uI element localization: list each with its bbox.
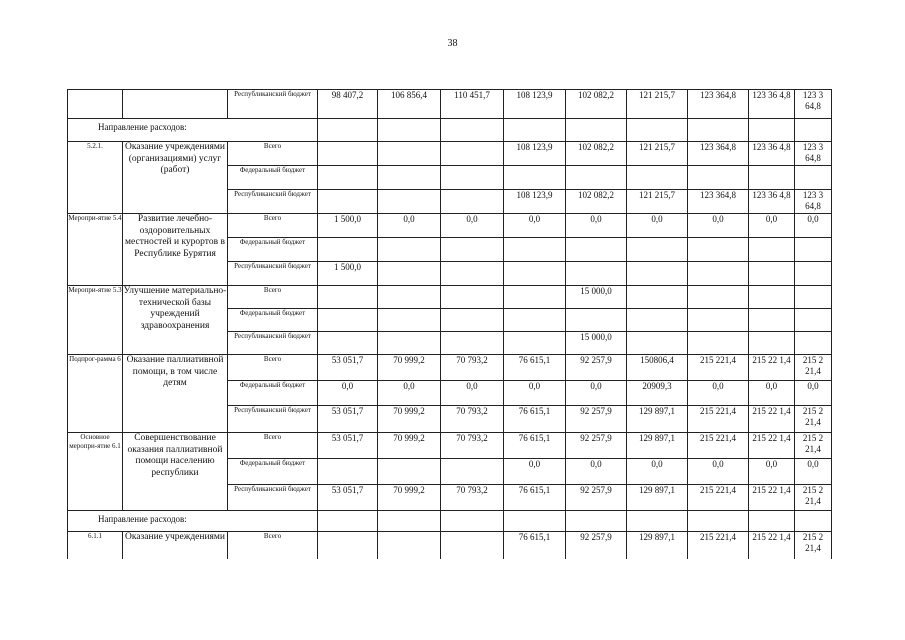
value-cell: [378, 286, 441, 309]
funding-source-cell: Республиканский бюджет: [228, 190, 318, 214]
table-row: [68, 90, 832, 119]
budget-table: [67, 89, 832, 559]
value-cell: [318, 532, 378, 559]
funding-source-cell: Всего: [228, 286, 318, 309]
value-cell: [627, 511, 688, 532]
value-cell: [795, 238, 832, 262]
value-cell: 70 999,2: [378, 355, 441, 381]
funding-source-cell: Всего: [228, 142, 318, 166]
value-cell: 123 36 4,8: [749, 142, 795, 166]
value-cell: 215 2 21,4: [795, 485, 832, 511]
value-cell: [566, 511, 627, 532]
value-cell: 0,0: [749, 214, 795, 238]
value-cell: 0,0: [441, 214, 504, 238]
value-cell: [749, 286, 795, 309]
funding-source-cell: Федеральный бюджет: [228, 166, 318, 190]
value-cell: [795, 166, 832, 190]
value-cell: 215 22 1,4: [749, 433, 795, 459]
funding-source-cell: Всего: [228, 433, 318, 459]
value-cell: 70 793,2: [441, 433, 504, 459]
direction-header-cell: [68, 119, 318, 142]
table-row: [68, 286, 832, 309]
value-cell: 0,0: [749, 381, 795, 406]
value-cell: [627, 286, 688, 309]
value-cell: 123 36 4,8: [749, 190, 795, 214]
value-cell: [688, 511, 749, 532]
value-cell: 76 615,1: [504, 433, 566, 459]
value-cell: [504, 262, 566, 286]
funding-source-cell: Всего: [228, 214, 318, 238]
value-cell: 108 123,9: [504, 190, 566, 214]
value-cell: 129 897,1: [627, 433, 688, 459]
value-cell: 1 500,0: [318, 214, 378, 238]
value-cell: [504, 166, 566, 190]
value-cell: [318, 238, 378, 262]
value-cell: 70 793,2: [441, 355, 504, 381]
value-cell: 0,0: [688, 459, 749, 485]
value-cell: [795, 286, 832, 309]
value-cell: 76 615,1: [504, 355, 566, 381]
value-cell: 215 22 1,4: [749, 485, 795, 511]
value-cell: [378, 142, 441, 166]
value-cell: 98 407,2: [318, 90, 378, 119]
value-cell: [318, 511, 378, 532]
value-cell: [441, 166, 504, 190]
value-cell: 215 2 21,4: [795, 355, 832, 381]
value-cell: 70 793,2: [441, 485, 504, 511]
value-cell: [504, 286, 566, 309]
value-cell: [688, 309, 749, 332]
value-cell: 0,0: [688, 381, 749, 406]
value-cell: 0,0: [627, 459, 688, 485]
value-cell: 70 999,2: [378, 406, 441, 433]
item-code-cell: [68, 90, 123, 119]
value-cell: [378, 532, 441, 559]
item-code-cell: Меропри-ятие 5.4: [68, 214, 123, 286]
value-cell: [318, 286, 378, 309]
value-cell: [441, 332, 504, 355]
value-cell: [688, 238, 749, 262]
value-cell: 123 3 64,8: [795, 90, 832, 119]
value-cell: 0,0: [688, 214, 749, 238]
table-row: [68, 433, 832, 459]
value-cell: 53 051,7: [318, 355, 378, 381]
value-cell: 215 22 1,4: [749, 532, 795, 559]
value-cell: 0,0: [566, 459, 627, 485]
value-cell: 0,0: [566, 381, 627, 406]
value-cell: [749, 119, 795, 142]
item-name-cell: Оказание учреждениями: [123, 532, 228, 559]
value-cell: 20909,3: [627, 381, 688, 406]
value-cell: 215 2 21,4: [795, 532, 832, 559]
value-cell: [795, 309, 832, 332]
value-cell: [441, 190, 504, 214]
value-cell: [688, 119, 749, 142]
value-cell: [566, 262, 627, 286]
value-cell: [441, 238, 504, 262]
value-cell: [378, 190, 441, 214]
value-cell: [749, 166, 795, 190]
value-cell: [795, 119, 832, 142]
value-cell: [688, 166, 749, 190]
value-cell: 123 3 64,8: [795, 142, 832, 166]
value-cell: 121 215,7: [627, 142, 688, 166]
value-cell: 0,0: [378, 214, 441, 238]
value-cell: 215 221,4: [688, 355, 749, 381]
value-cell: 53 051,7: [318, 406, 378, 433]
direction-header-cell: [68, 511, 318, 532]
value-cell: [378, 459, 441, 485]
value-cell: 92 257,9: [566, 406, 627, 433]
value-cell: [504, 238, 566, 262]
value-cell: [318, 309, 378, 332]
table-row: [68, 532, 832, 559]
value-cell: 15 000,0: [566, 332, 627, 355]
value-cell: 110 451,7: [441, 90, 504, 119]
value-cell: [627, 332, 688, 355]
value-cell: [441, 309, 504, 332]
value-cell: [318, 190, 378, 214]
value-cell: [318, 142, 378, 166]
value-cell: 123 364,8: [688, 190, 749, 214]
table-row: [68, 214, 832, 238]
table-row: [68, 511, 832, 532]
item-name-cell: [123, 90, 228, 119]
value-cell: 70 999,2: [378, 485, 441, 511]
value-cell: 0,0: [504, 214, 566, 238]
direction-label: Направление расходов:: [98, 122, 187, 132]
value-cell: 0,0: [749, 459, 795, 485]
value-cell: 0,0: [504, 459, 566, 485]
value-cell: 92 257,9: [566, 532, 627, 559]
funding-source-cell: Всего: [228, 532, 318, 559]
value-cell: 53 051,7: [318, 485, 378, 511]
value-cell: [749, 332, 795, 355]
value-cell: 102 082,2: [566, 190, 627, 214]
value-cell: [441, 142, 504, 166]
value-cell: [749, 238, 795, 262]
value-cell: 76 615,1: [504, 406, 566, 433]
value-cell: 215 221,4: [688, 433, 749, 459]
value-cell: 102 082,2: [566, 142, 627, 166]
value-cell: 0,0: [318, 381, 378, 406]
item-name-cell: Совершенствование оказания паллиативной помощи населению республики: [123, 433, 228, 511]
value-cell: [566, 166, 627, 190]
item-code-cell: Меропри-ятие 5.3: [68, 286, 123, 355]
value-cell: [378, 309, 441, 332]
item-name-cell: Развитие лечебно-оздоровительных местностей и курортов в Республике Бурятия: [123, 214, 228, 286]
table-row: [68, 119, 832, 142]
value-cell: [441, 532, 504, 559]
value-cell: [504, 332, 566, 355]
value-cell: [441, 511, 504, 532]
value-cell: [566, 309, 627, 332]
item-code-cell: 5.2.1.: [68, 142, 123, 214]
table-row: [68, 142, 832, 166]
value-cell: [504, 119, 566, 142]
value-cell: [688, 262, 749, 286]
funding-source-cell: Республиканский бюджет: [228, 262, 318, 286]
item-code-cell: 6.1.1: [68, 532, 123, 559]
funding-source-cell: Федеральный бюджет: [228, 309, 318, 332]
value-cell: [378, 119, 441, 142]
value-cell: [378, 511, 441, 532]
value-cell: 123 3 64,8: [795, 190, 832, 214]
value-cell: 0,0: [795, 214, 832, 238]
value-cell: 123 36 4,8: [749, 90, 795, 119]
value-cell: [627, 119, 688, 142]
funding-source-cell: Республиканский бюджет: [228, 406, 318, 433]
value-cell: [749, 309, 795, 332]
value-cell: [627, 166, 688, 190]
value-cell: 102 082,2: [566, 90, 627, 119]
value-cell: 215 22 1,4: [749, 355, 795, 381]
value-cell: [378, 262, 441, 286]
value-cell: [378, 332, 441, 355]
value-cell: [749, 511, 795, 532]
funding-source-cell: Федеральный бюджет: [228, 238, 318, 262]
value-cell: 70 793,2: [441, 406, 504, 433]
value-cell: 53 051,7: [318, 433, 378, 459]
item-code-cell: Основное меропри-ятие 6.1: [68, 433, 123, 511]
value-cell: 0,0: [441, 381, 504, 406]
value-cell: [627, 309, 688, 332]
value-cell: 215 221,4: [688, 485, 749, 511]
value-cell: 70 999,2: [378, 433, 441, 459]
direction-label: Направление расходов:: [98, 514, 187, 524]
value-cell: [504, 511, 566, 532]
value-cell: [627, 238, 688, 262]
value-cell: [795, 262, 832, 286]
value-cell: 92 257,9: [566, 433, 627, 459]
value-cell: [566, 119, 627, 142]
value-cell: 106 856,4: [378, 90, 441, 119]
value-cell: 0,0: [627, 214, 688, 238]
value-cell: 108 123,9: [504, 90, 566, 119]
funding-source-cell: Всего: [228, 355, 318, 381]
value-cell: 123 364,8: [688, 90, 749, 119]
value-cell: [441, 459, 504, 485]
item-code-cell: Подпрог-рамма 6: [68, 355, 123, 433]
value-cell: [318, 332, 378, 355]
value-cell: 215 2 21,4: [795, 406, 832, 433]
item-name-cell: Оказание учреждениями (организациями) услуг (работ): [123, 142, 228, 214]
value-cell: 0,0: [378, 381, 441, 406]
value-cell: 121 215,7: [627, 190, 688, 214]
value-cell: [378, 238, 441, 262]
funding-source-cell: Республиканский бюджет: [228, 332, 318, 355]
value-cell: 0,0: [504, 381, 566, 406]
value-cell: [627, 262, 688, 286]
table-row: [68, 355, 832, 381]
value-cell: 15 000,0: [566, 286, 627, 309]
value-cell: 129 897,1: [627, 485, 688, 511]
value-cell: [441, 262, 504, 286]
value-cell: [441, 119, 504, 142]
value-cell: 129 897,1: [627, 532, 688, 559]
value-cell: [318, 459, 378, 485]
value-cell: 129 897,1: [627, 406, 688, 433]
value-cell: [795, 511, 832, 532]
value-cell: 0,0: [795, 459, 832, 485]
value-cell: 0,0: [795, 381, 832, 406]
value-cell: 215 22 1,4: [749, 406, 795, 433]
funding-source-cell: Федеральный бюджет: [228, 381, 318, 406]
value-cell: 150806,4: [627, 355, 688, 381]
funding-source-cell: Республиканский бюджет: [228, 90, 318, 119]
value-cell: [318, 166, 378, 190]
value-cell: [749, 262, 795, 286]
funding-source-cell: Республиканский бюджет: [228, 485, 318, 511]
table-body: [68, 90, 832, 559]
value-cell: 215 221,4: [688, 406, 749, 433]
value-cell: [441, 286, 504, 309]
value-cell: 76 615,1: [504, 485, 566, 511]
value-cell: 92 257,9: [566, 485, 627, 511]
page-number: 38: [447, 38, 458, 49]
value-cell: 92 257,9: [566, 355, 627, 381]
value-cell: [504, 309, 566, 332]
value-cell: [566, 238, 627, 262]
value-cell: 215 221,4: [688, 532, 749, 559]
value-cell: [688, 286, 749, 309]
value-cell: [378, 166, 441, 190]
value-cell: [318, 119, 378, 142]
value-cell: [688, 332, 749, 355]
funding-source-cell: Федеральный бюджет: [228, 459, 318, 485]
value-cell: [795, 332, 832, 355]
value-cell: 215 2 21,4: [795, 433, 832, 459]
item-name-cell: Улучшение материально-технической базы учреждений здравоохранения: [123, 286, 228, 355]
item-name-cell: Оказание паллиативной помощи, в том числе детям: [123, 355, 228, 433]
value-cell: 123 364,8: [688, 142, 749, 166]
value-cell: 1 500,0: [318, 262, 378, 286]
value-cell: 76 615,1: [504, 532, 566, 559]
value-cell: 121 215,7: [627, 90, 688, 119]
value-cell: 0,0: [566, 214, 627, 238]
value-cell: 108 123,9: [504, 142, 566, 166]
